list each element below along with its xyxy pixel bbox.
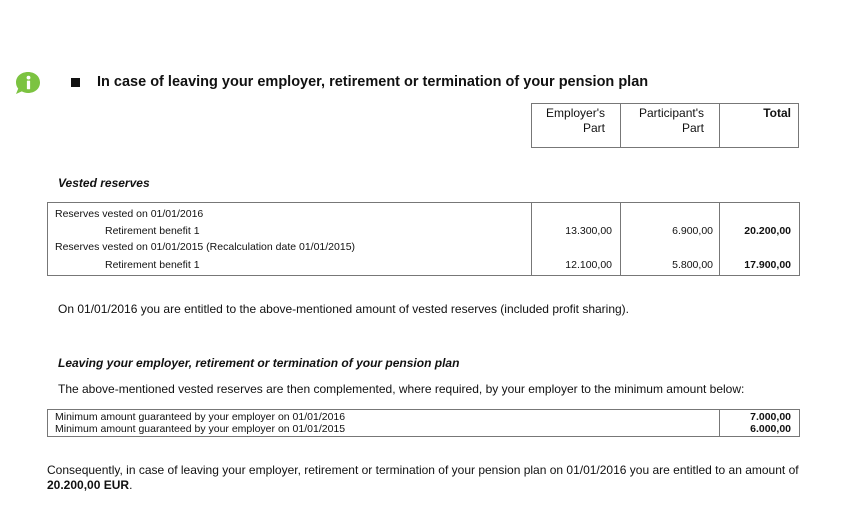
minimum-value: 6.000,00 xyxy=(750,423,791,435)
employer-part-header: Employer's Part xyxy=(546,106,605,135)
column-header-table xyxy=(531,103,799,148)
leaving-title: Leaving your employer, retirement or termination of your pension plan xyxy=(58,356,460,370)
table-row-label: Minimum amount guaranteed by your employer on 01/01/2015 xyxy=(55,423,346,435)
conclusion-paragraph: Consequently, in case of leaving your employer, retirement or termination of your pension plan on 01/01/2016 you are entitled to an amount of 20.200,00 EUR. xyxy=(47,463,799,492)
total-value: 20.200,00 xyxy=(744,225,791,237)
minimum-value: 7.000,00 xyxy=(750,411,791,423)
vested-reserves-table xyxy=(47,202,800,276)
table-row-label: Reserves vested on 01/01/2015 (Recalculation date 01/01/2015) xyxy=(55,241,356,253)
minimum-amount-table xyxy=(47,409,800,437)
employer-value: 13.300,00 xyxy=(565,225,612,237)
employer-value: 12.100,00 xyxy=(565,259,612,271)
table-row-label: Retirement benefit 1 xyxy=(105,259,200,271)
info-icon xyxy=(14,71,42,95)
section-heading: In case of leaving your employer, retirement or termination of your pension plan xyxy=(97,74,649,90)
entitled-paragraph: On 01/01/2016 you are entitled to the above-mentioned amount of vested reserves (included profit sharing). xyxy=(58,302,630,316)
total-header: Total xyxy=(763,106,791,120)
table-row-label: Retirement benefit 1 xyxy=(105,225,200,237)
leaving-paragraph: The above-mentioned vested reserves are then complemented, where required, by your employer to the minimum amount below: xyxy=(58,382,745,396)
bullet-square xyxy=(71,78,80,87)
participant-part-header: Participant's Part xyxy=(639,106,704,135)
table-row-label: Minimum amount guaranteed by your employer on 01/01/2016 xyxy=(55,411,346,423)
participant-value: 6.900,00 xyxy=(672,225,713,237)
table-row-label: Reserves vested on 01/01/2016 xyxy=(55,208,204,220)
final-amount: 20.200,00 EUR xyxy=(47,478,130,492)
total-value: 17.900,00 xyxy=(744,259,791,271)
participant-value: 5.800,00 xyxy=(672,259,713,271)
vested-reserves-title: Vested reserves xyxy=(58,176,150,190)
